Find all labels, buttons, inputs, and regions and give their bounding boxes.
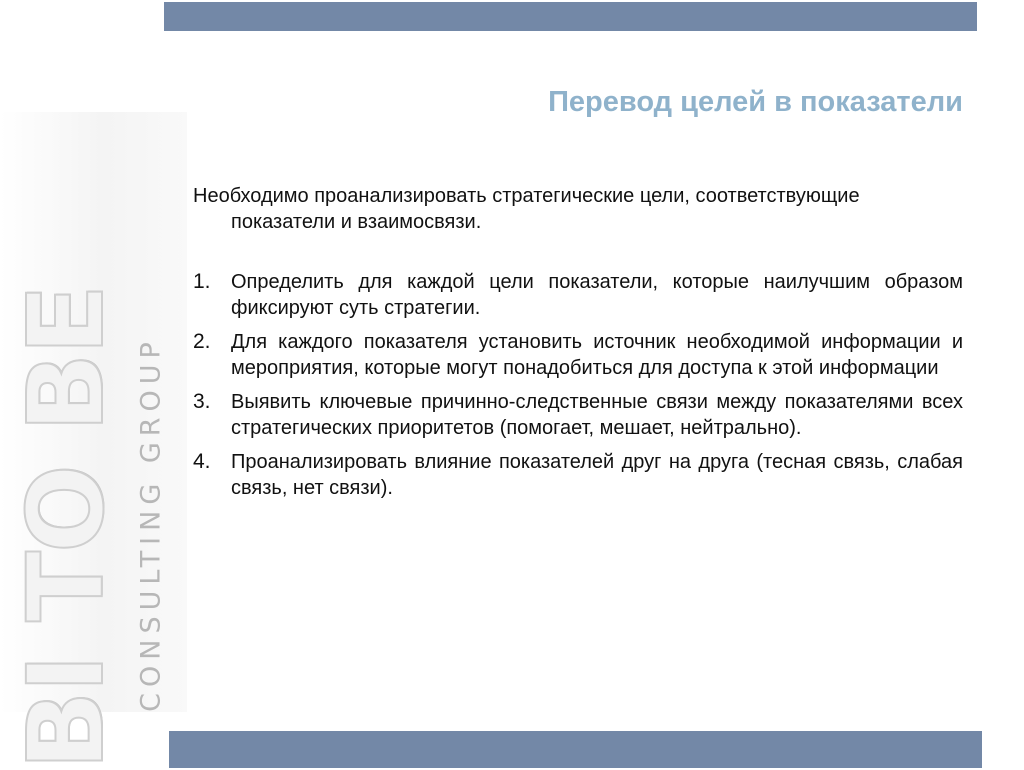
list-item-text: Выявить ключевые причинно-следственные связи между показателями всех стратегических приоритетов (помогает, мешает, нейтрально). [231, 391, 963, 439]
list-item-text: Проанализировать влияние показателей друг на друга (тесная связь, слабая связь, нет связи). [231, 451, 963, 499]
list-item-text: Определить для каждой цели показатели, которые наилучшим образом фиксируют суть стратегии. [231, 271, 963, 319]
list-item-number: 1. [193, 270, 211, 293]
list-item-number: 2. [193, 330, 211, 353]
list-item-text: Для каждого показателя установить источник необходимой информации и мероприятия, которые могут понадобиться для доступа к этой информации [231, 331, 963, 379]
list-item-number: 3. [193, 390, 211, 413]
list-item [193, 449, 963, 501]
slide-title: Перевод целей в показатели [548, 86, 963, 119]
steps-list [193, 269, 963, 501]
list-item-number: 4. [193, 450, 211, 473]
company-logo-tagline: CONSULTING GROUP [135, 336, 167, 712]
company-logo-panel [0, 112, 187, 770]
company-logo-wordmark: BI TO BE [5, 285, 127, 770]
list-item [193, 389, 963, 441]
intro-paragraph: Необходимо проанализировать стратегические цели, соответствующие показатели и взаимосвязи. [193, 185, 860, 233]
slide-body [193, 183, 963, 509]
bottom-decorative-bar [169, 731, 982, 768]
list-item [193, 269, 963, 321]
list-item [193, 329, 963, 381]
top-decorative-bar [164, 2, 977, 31]
